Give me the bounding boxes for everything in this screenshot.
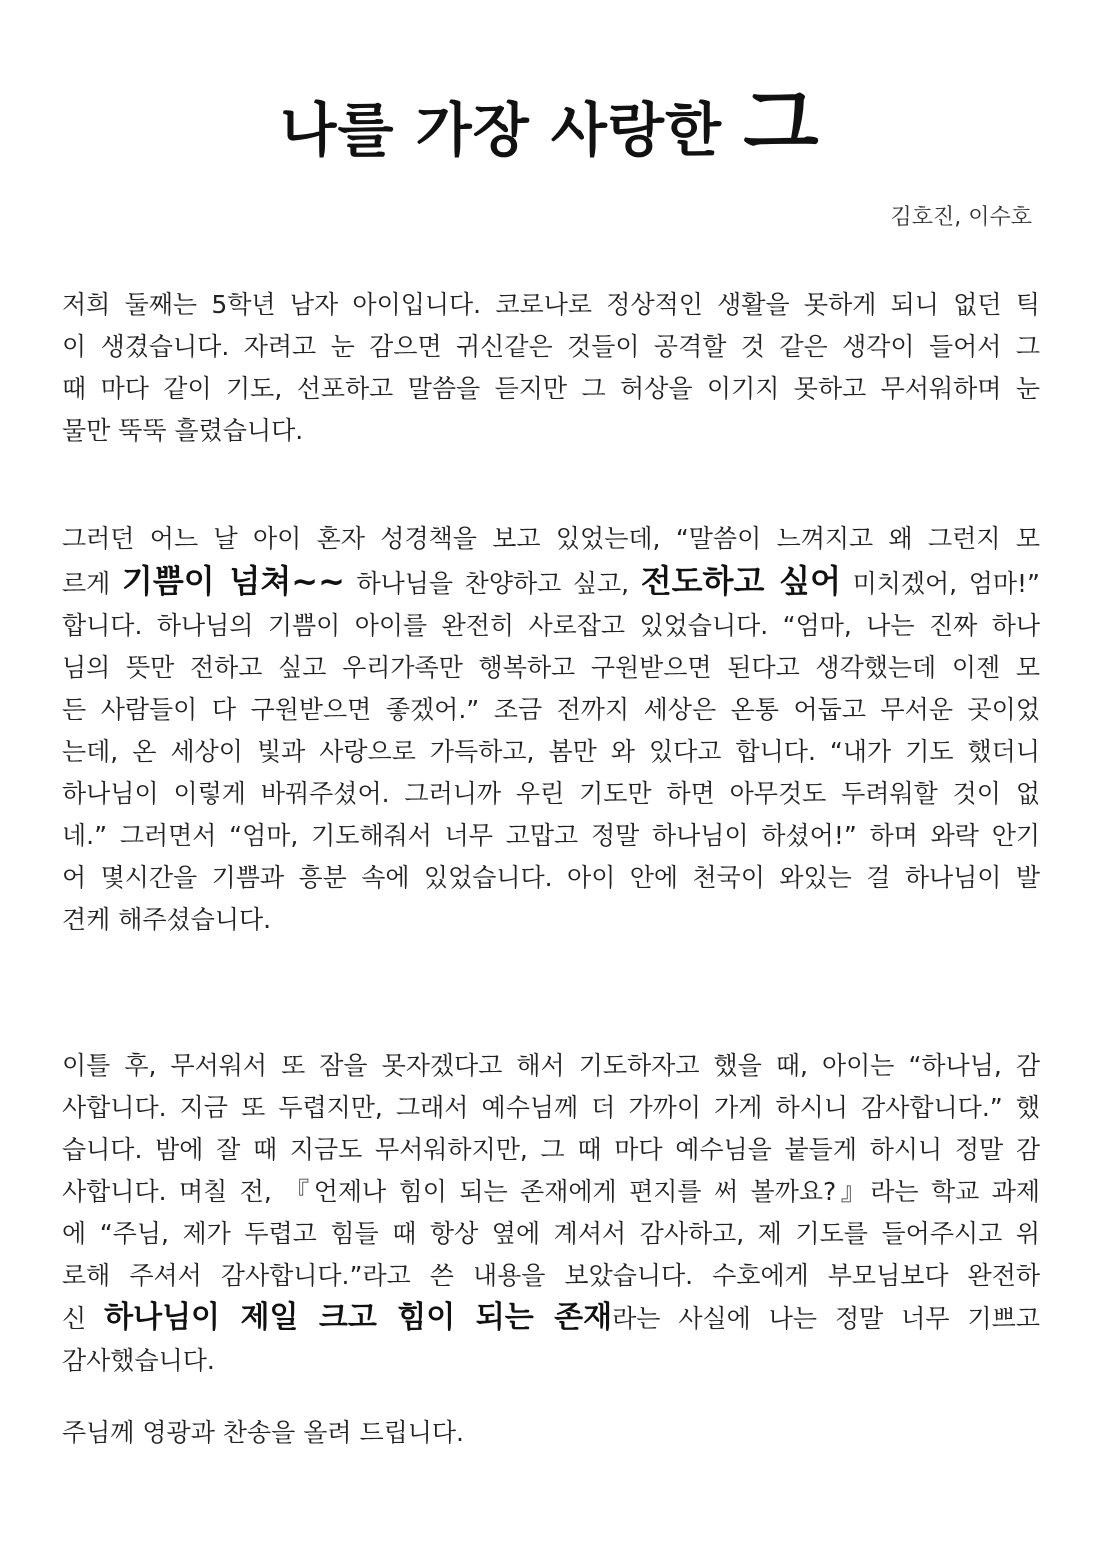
paragraph-line: 물만 뚝뚝 흘렸습니다.: [62, 416, 304, 445]
text-segment: 신: [62, 1304, 105, 1333]
paragraph-line: 이틀 후, 무서워서 또 잠을 못자겠다고 해서 기도하자고 했을 때, 아이는 “하나님, 감: [62, 1051, 1040, 1080]
paragraph-line: 저희 둘째는 5학년 남자 아이입니다. 코로나로 정상적인 생활을 못하게 되니 없던 틱: [62, 290, 1040, 319]
paragraph-2: [62, 518, 1040, 941]
emphasis-want-to-evangelize: 전도하고 싶어: [640, 562, 841, 600]
title-main-text: 나를 가장 사랑한: [280, 96, 744, 164]
paragraph-line: 합니다. 하나님의 기쁨이 아이를 완전히 사로잡고 있었습니다. “엄마, 나는 진짜 하나: [62, 611, 1040, 640]
title-emphasis-text: 그: [743, 79, 820, 169]
paragraph-line: 하나님이 이렇게 바꿔주셨어. 그러니까 우린 기도만 하면 아무것도 두려워할 것이 없: [62, 779, 1040, 808]
emphasis-joy-overflowing: 기쁨이 넘쳐~~: [121, 562, 345, 600]
paragraph-line: 사합니다. 지금 또 두렵지만, 그래서 예수님께 더 가까이 가게 하시니 감사합니다.” 했: [62, 1093, 1040, 1122]
text-segment: 라는 사실에 나는 정말 너무 기쁘고: [612, 1304, 1040, 1333]
closing-line: [62, 1412, 1040, 1454]
closing-text: 주님께 영광과 찬송을 올려 드립니다.: [62, 1418, 464, 1447]
paragraph-line: 때 마다 같이 기도, 선포하고 말씀을 듣지만 그 허상을 이기지 못하고 무서워하며 눈: [62, 374, 1040, 403]
text-segment: 하나님을 찬양하고 싶고,: [344, 569, 641, 598]
paragraph-3: [62, 1045, 1040, 1382]
paragraph-line-with-emphasis: [62, 1297, 1040, 1340]
paragraph-line: 감사했습니다.: [62, 1346, 215, 1375]
paragraph-line-with-emphasis: [62, 560, 1040, 605]
paragraph-line: 어 몇시간을 기쁨과 흥분 속에 있었습니다. 아이 안에 천국이 와있는 걸 하나님이 발: [62, 863, 1040, 892]
paragraph-line: 이 생겼습니다. 자려고 눈 감으면 귀신같은 것들이 공격할 것 같은 생각이 들어서 그: [62, 332, 1040, 361]
authors-line: 김호진, 이수호: [890, 205, 1032, 230]
page-title: [0, 78, 1100, 172]
paragraph-line: 습니다. 밤에 잘 때 지금도 무서워하지만, 그 때 마다 예수님을 붙들게 하시니 정말 감: [62, 1135, 1040, 1164]
paragraph-line: 든 사람들이 다 구원받으면 좋겠어.” 조금 전까지 세상은 온통 어둡고 무서운 곳이었: [62, 695, 1040, 724]
paragraph-line: 는데, 온 세상이 빛과 사랑으로 가득하고, 봄만 와 있다고 합니다. “내가 기도 했더니: [62, 737, 1040, 766]
text-segment: 미치겠어, 엄마!”: [840, 569, 1040, 598]
paragraph-line: 견케 해주셨습니다.: [62, 905, 272, 934]
paragraph-1: [62, 284, 1040, 452]
paragraph-line: 로해 주셔서 감사합니다.”라고 쓴 내용을 보았습니다. 수호에게 부모님보다 완전하: [62, 1261, 1040, 1290]
paragraph-line: 님의 뜻만 전하고 싶고 우리가족만 행복하고 구원받으면 된다고 생각했는데 이젠 모: [62, 653, 1040, 682]
paragraph-line: 사합니다. 며칠 전, 『언제나 힘이 되는 존재에게 편지를 써 볼까요?』라는 학교 과제: [62, 1177, 1040, 1206]
emphasis-god-greatest-strength: 하나님이 제일 크고 힘이 되는 존재: [104, 1300, 613, 1335]
text-segment: 르게: [62, 569, 122, 598]
paragraph-line: 에 “주님, 제가 두렵고 힘들 때 항상 옆에 계셔서 감사하고, 제 기도를 들어주시고 위: [62, 1219, 1040, 1248]
paragraph-line: 그러던 어느 날 아이 혼자 성경책을 보고 있었는데, “말씀이 느껴지고 왜 그런지 모: [62, 524, 1040, 553]
paragraph-line: 네.” 그러면서 “엄마, 기도해줘서 너무 고맙고 정말 하나님이 하셨어!” 하며 와락 안기: [62, 821, 1040, 850]
